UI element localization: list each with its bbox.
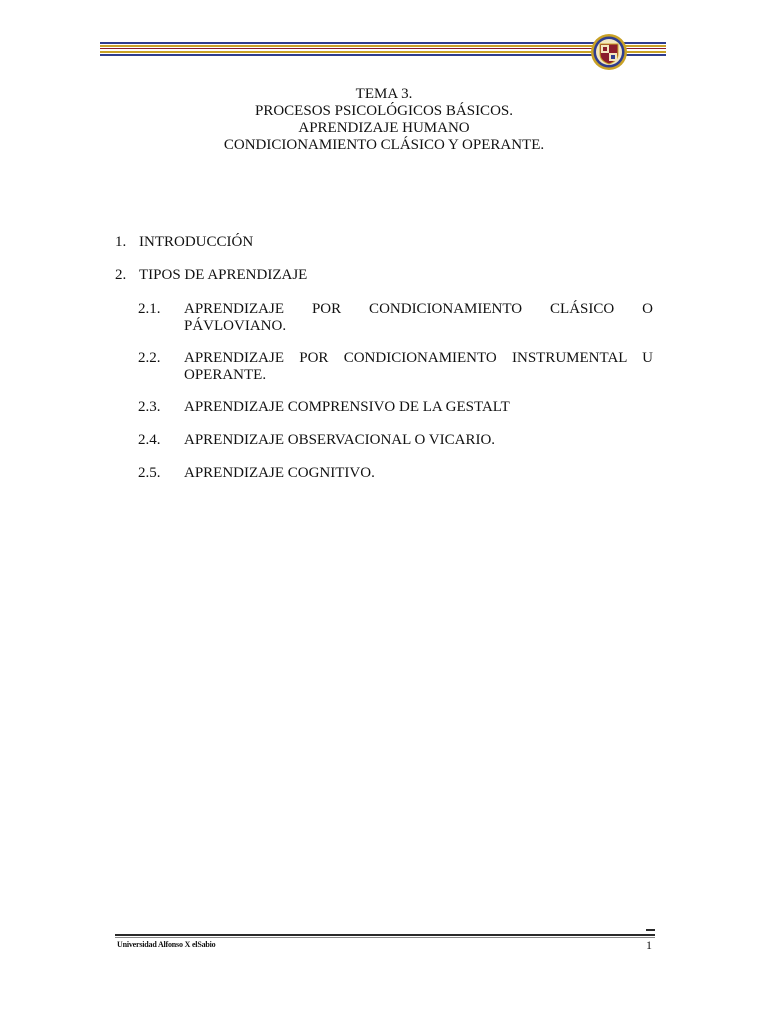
toc-subitem-number: 2.1. — [138, 301, 161, 317]
toc-subitem-label-line1: APRENDIZAJE POR CONDICIONAMIENTO CLÁSICO O — [184, 301, 653, 317]
page-number: 1 — [646, 938, 652, 952]
footer-tick — [646, 929, 655, 931]
toc-subitem-number: 2.3. — [138, 399, 161, 415]
toc-subitem-2-4 — [115, 432, 653, 449]
toc-item-label: INTRODUCCIÓN — [139, 234, 254, 250]
university-seal-icon — [590, 33, 628, 71]
title-line-2: PROCESOS PSICOLÓGICOS BÁSICOS. — [255, 103, 513, 119]
header-line-4 — [100, 51, 666, 53]
header-line-1 — [100, 42, 666, 44]
toc-subitem-label-line1: APRENDIZAJE POR CONDICIONAMIENTO INSTRUMENTAL U — [184, 350, 653, 366]
toc-subitem-label-line2: PÁVLOVIANO. — [184, 318, 287, 334]
header-line-3 — [100, 48, 666, 49]
document-title — [0, 86, 768, 154]
toc-subitem-2-5 — [115, 465, 653, 482]
toc-subitem-number: 2.5. — [138, 465, 161, 481]
header-line-2 — [100, 45, 666, 47]
toc-subitem-2-3 — [115, 399, 653, 416]
toc-subitem-label-line2: OPERANTE. — [184, 367, 267, 383]
footer-rule — [115, 934, 655, 936]
title-line-3: APRENDIZAJE HUMANO — [298, 120, 470, 136]
footer-institution: Universidad Alfonso X elSabio — [117, 940, 216, 949]
toc-item-introduccion — [115, 234, 653, 251]
header-rule — [100, 42, 666, 62]
toc-subitem-number: 2.4. — [138, 432, 161, 448]
toc-subitem-2-2 — [115, 350, 653, 384]
toc-item-tipos — [115, 267, 653, 284]
toc-subitem-label: APRENDIZAJE COMPRENSIVO DE LA GESTALT — [184, 399, 510, 415]
toc-subitem-number: 2.2. — [138, 350, 161, 366]
toc-subitem-2-1 — [115, 301, 653, 335]
toc-item-number: 2. — [115, 267, 127, 283]
title-line-1: TEMA 3. — [355, 86, 413, 102]
title-line-4: CONDICIONAMIENTO CLÁSICO Y OPERANTE. — [223, 137, 545, 153]
footer-rule-thin — [115, 937, 655, 938]
toc-item-label: TIPOS DE APRENDIZAJE — [139, 267, 308, 283]
header-line-5 — [100, 54, 666, 56]
toc-subitem-label: APRENDIZAJE COGNITIVO. — [184, 465, 375, 481]
toc-item-number: 1. — [115, 234, 127, 250]
toc-subitem-label: APRENDIZAJE OBSERVACIONAL O VICARIO. — [184, 432, 496, 448]
